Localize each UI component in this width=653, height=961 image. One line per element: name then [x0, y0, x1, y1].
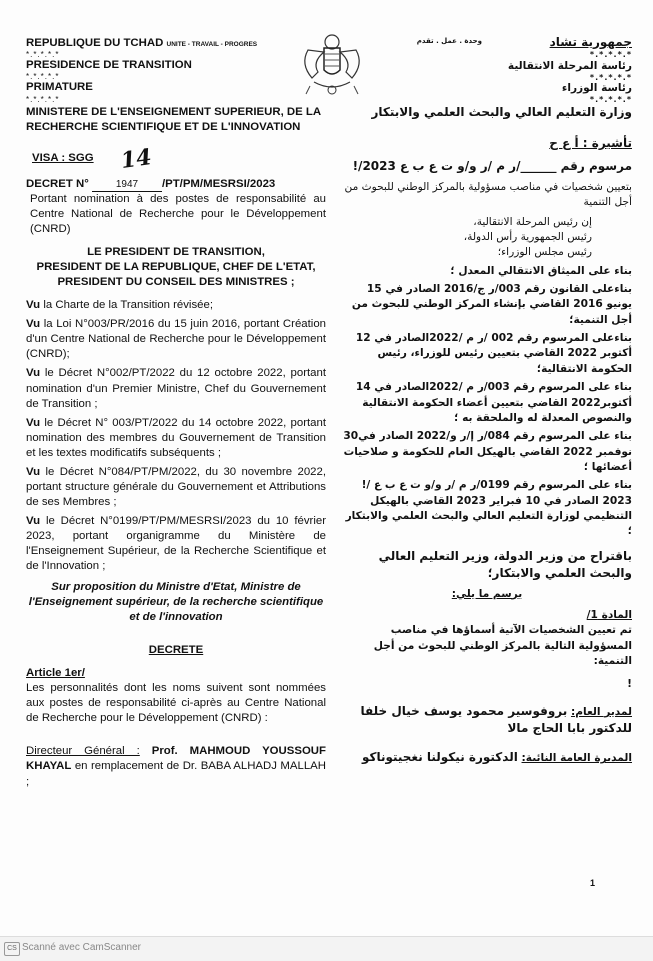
stars-divider: *.*.*.*.*: [26, 94, 60, 104]
arabic-decree-subject: بتعيين شخصيات في مناصب مسؤولية بالمركز الوطني للبحوث من أجل التنمية: [344, 180, 632, 209]
director-general-entry: [26, 744, 326, 789]
dg-replacement: en remplacement de Dr. BABA ALHADJ MALLAH ;: [26, 760, 326, 788]
arabic-presidency: رئاسة المرحلة الانتقالية: [507, 59, 632, 72]
arabic-motto: وحدة . عمل . تقدم: [416, 37, 482, 45]
primature-header: PRIMATURE: [26, 81, 93, 94]
motto: UNITE - TRAVAIL - PROGRES: [166, 41, 258, 48]
arabic-article-text: تم تعيين الشخصيات الآتية أسماؤها في مناصب المسؤولية التالية بالمركز الوطني للبحوث من أجل التنمية:: [373, 624, 632, 667]
arabic-mark: !: [627, 678, 632, 691]
arabic-primature: رئاسة الوزراء: [561, 82, 632, 95]
vu-item: Vu le Décret N°084/PT/PM/2022, du 30 novembre 2022, portant structure générale du Gouvernement et Attributions de ses Membres ;: [26, 465, 326, 508]
presidency-header: PRESIDENCE DE TRANSITION: [26, 59, 192, 72]
arabic-basis: بناء على المرسوم رقم 003/ر م /2022الصادر في 14 أكتوبر2022 القاضي بتعيين أعضاء الحكومة الانتقالية والنصوص المعدلة له والملحقة به ؛: [355, 381, 632, 424]
french-column: [26, 36, 326, 790]
arabic-deputy-director: المديرة العامة النائبة: الدكتورة نيكولنا نغجيتوناكو: [361, 750, 632, 765]
republic-header: REPUBLIQUE DU TCHAD UNITE - TRAVAIL - PROGRES: [26, 37, 258, 49]
stars-divider: *.*.*.*.*: [589, 50, 632, 60]
arabic-decree-title: مرسوم رقم ______/ر م /ر و/و ت ع ب ع 2023/!: [352, 159, 632, 174]
decree-number: 1947: [92, 178, 162, 192]
arabic-president-lines: إن رئيس المرحلة الانتقالية، رئيس الجمهورية رأس الدولة، رئيس مجلس الوزراء؛: [463, 215, 592, 259]
vu-list: [26, 298, 326, 574]
arabic-decrees-heading: يرسم ما يلي:: [451, 587, 523, 600]
scanner-caption: Scanné avec CamScanner: [22, 942, 141, 953]
dg-label: Directeur Général :: [26, 745, 140, 758]
visa-line: [26, 145, 326, 173]
decree-subject: Portant nomination à des postes de responsabilité au Centre National de Recherche pour le Développement (CNRD): [30, 192, 326, 236]
visa-handwritten-number: 14: [119, 143, 154, 174]
ministry-header: MINISTERE DE L'ENSEIGNEMENT SUPERIEUR, DE LA RECHERCHE SCIENTIFIQUE ET DE L'INNOVATION: [26, 105, 321, 133]
arabic-bases: [342, 264, 632, 540]
stars-divider: *.*.*.*.*: [26, 72, 60, 82]
president-title: LE PRESIDENT DE TRANSITION, PRESIDENT DE LA REPUBLIQUE, CHEF DE L'ETAT, PRESIDENT DU CONSEIL DES MINISTRES ;: [36, 246, 316, 289]
arabic-basis: بناءعلى المرسوم رقم 002 /ر م /2022الصادر في 12 أكتوبر 2022 القاضي بتعيين رئيس للوزراء، رئيس الحكومة الانتقالية؛: [355, 332, 632, 375]
arabic-republic: جمهورية تشاد: [549, 35, 632, 49]
stars-divider: *.*.*.*.*: [26, 50, 60, 60]
arabic-basis: بناء على المرسوم رقم 0199/ر م /ر و/و ت ع ب ع /! 2023 الصادر في 10 فبراير 2023 القاضي بالهيكل التنظيمي لوزارة التعليم العالي والبحث العلمي والابتكار ؛: [345, 479, 632, 538]
arabic-director-general: لمدير العام: بروفوسير محمود يوسف خيال خلفا للدكتور بابا الحاج مالا: [360, 703, 632, 736]
vu-item: Vu le Décret N°0199/PT/PM/MESRSI/2023 du 10 février 2023, portant organigramme du Ministère de l'Enseignement Supérieur, de la Recherche Scientifique et de l'Innovation ;: [26, 514, 326, 573]
stars-divider: *.*.*.*.*: [589, 95, 632, 105]
arabic-basis: بناءعلى القانون رقم 003/ر ج/2016 الصادر في 15 يونيو 2016 القاضي بإنشاء المركز الوطني للبحوث من أجل التنمية؛: [351, 283, 632, 326]
vu-item: Vu le Décret N°002/PT/2022 du 12 octobre 2022, portant nomination d'un Premier Ministre, Chef du Gouvernement de Transition ;: [26, 367, 326, 410]
arabic-republic-line: [342, 34, 632, 51]
page-number: 1: [590, 878, 596, 888]
arabic-article-title: المادة 1/: [586, 608, 632, 621]
article-text: Les personnalités dont les noms suivent sont nommées aux postes de responsabilité ci-après au Centre National de Recherche pour le Développement (CNRD) :: [26, 682, 326, 725]
scanner-footer: [0, 936, 653, 961]
visa-label: VISA : SGG: [32, 151, 94, 164]
arabic-proposal: باقتراح من وزير الدولة، وزير التعليم العالي والبحث العلمي والابتكار؛: [378, 548, 632, 581]
stars-divider: *.*.*.*.*: [589, 72, 632, 82]
arabic-ministry: وزارة التعليم العالي والبحث العلمي والابتكار: [371, 104, 632, 119]
dg-name: Prof. MAHMOUD YOUSSOUF KHAYAL: [26, 745, 326, 773]
article-title: Article 1er/: [26, 667, 85, 680]
decree-title: DECRET N° 1947 /PT/PM/MESRSI/2023: [26, 177, 326, 192]
arabic-basis: بناء على المرسوم رقم 084/ر إ/ر و/2022 الصادر في30 نوفمبر 2022 القاضي بالهيكل العام للحكومة و صلاحيات أعضائها ؛: [343, 430, 632, 473]
decrete-heading: DECRETE: [148, 644, 204, 657]
arabic-column: [342, 34, 632, 767]
vu-item: Vu la Charte de la Transition révisée;: [26, 299, 213, 312]
arabic-basis: بناء على الميثاق الانتقالي المعدل ؛: [450, 264, 632, 277]
camscanner-icon: CS: [4, 942, 20, 956]
vu-item: Vu le Décret N° 003/PT/2022 du 14 octobre 2022, portant nomination des membres du Gouvernement de Transition et les textes modificatifs subséquents ;: [26, 416, 327, 459]
vu-item: Vu la Loi N°003/PR/2016 du 15 juin 2016, portant Création d'un Centre National de Recherche pour le Développement (CNRD);: [26, 318, 326, 361]
arabic-visa: تأشيرة : أ ع ح: [549, 136, 632, 151]
proposal-text: Sur proposition du Ministre d'Etat, Ministre de l'Enseignement supérieur, de la recherche scientifique et de l'innovation: [28, 581, 324, 624]
